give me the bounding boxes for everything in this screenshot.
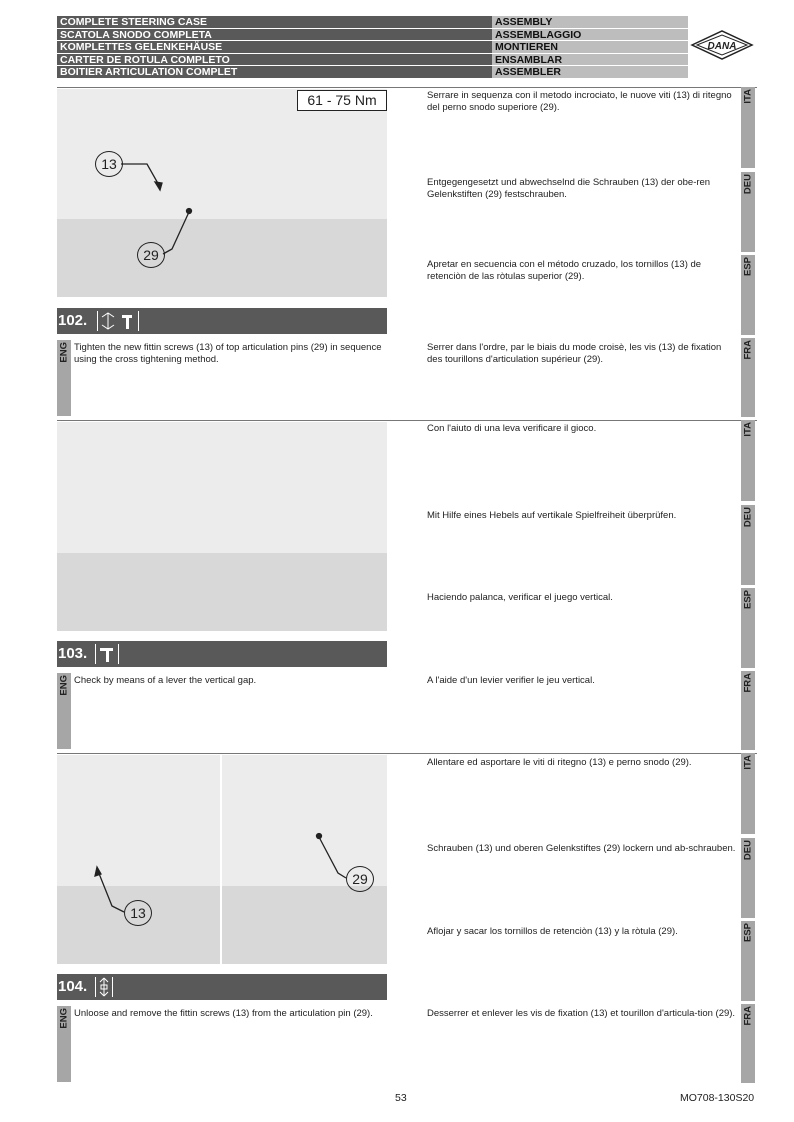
callout-29: 29 — [346, 866, 374, 892]
header-op-es: ENSAMBLAR — [492, 54, 688, 67]
divider — [57, 420, 757, 421]
header-op-en: ASSEMBLY — [492, 16, 688, 29]
lang-tab-ita: ITA — [741, 87, 755, 168]
step-104-eng-text: Unloose and remove the fittin screws (13) from the articulation pin (29). — [74, 1008, 373, 1019]
step-102-ita-text: Serrare in sequenza con il metodo incrociato, le nuove viti (13) di ritegno del perno snodo superiore (29). — [427, 90, 732, 113]
page-number: 53 — [395, 1092, 407, 1104]
step-103-fra-text: A l'aide d'un levier verifier le jeu vertical. — [427, 675, 595, 686]
header-title-fr: BOITIER ARTICULATION COMPLET — [57, 66, 492, 79]
divider — [57, 87, 757, 88]
logo-text: DANA — [707, 41, 737, 52]
lang-tab-esp: ESP — [741, 588, 755, 668]
header-op-it: ASSEMBLAGGIO — [492, 29, 688, 42]
lang-tab-deu: DEU — [741, 505, 755, 585]
step-103-ita-text: Con l'aiuto di una leva verificare il gioco. — [427, 423, 597, 434]
header-operation — [492, 16, 688, 79]
step-102-eng-text: Tighten the new fittin screws (13) of top articulation pins (29) in sequence using the cross tightening method. — [74, 342, 382, 365]
lang-tab-fra: FRA — [741, 1004, 755, 1083]
torque-value: 61 - 75 Nm — [297, 90, 387, 111]
header-op-de: MONTIEREN — [492, 41, 688, 54]
step-104-fra-text: Desserrer et enlever les vis de fixation (13) et tourillon d'articula-tion (29). — [427, 1008, 736, 1019]
step-number: 102. — [58, 312, 88, 329]
step-103-bar — [57, 641, 387, 667]
step-104-bar — [57, 974, 387, 1000]
step-102-deu-text: Entgegengesetzt und abwechselnd die Schrauben (13) der obe-ren Gelenkstiften (29) festschrauben. — [427, 177, 711, 200]
dana-logo — [690, 28, 754, 62]
loosen-arrows-icon — [95, 977, 113, 997]
header-title-it: SCATOLA SNODO COMPLETA — [57, 29, 492, 42]
header-titles — [57, 16, 492, 79]
lang-tab-esp: ESP — [741, 255, 755, 335]
lang-tab-fra: FRA — [741, 671, 755, 750]
callout-29: 29 — [137, 242, 165, 268]
cross-tighten-wrench-icon — [97, 311, 139, 331]
lang-tab-deu: DEU — [741, 838, 755, 918]
lang-tab-ita: ITA — [741, 420, 755, 501]
lang-tab-eng: ENG — [57, 1006, 71, 1082]
step-103-image — [57, 422, 387, 631]
header-op-fr: ASSEMBLER — [492, 66, 688, 79]
lang-tab-eng: ENG — [57, 340, 71, 416]
wrench-icon — [95, 644, 119, 664]
header-title-es: CARTER DE ROTULA COMPLETO — [57, 54, 492, 67]
step-104-esp-text: Aflojar y sacar los tornillos de retenciòn (13) y la ròtula (29). — [427, 926, 678, 937]
step-102-esp-text: Apretar en secuencia con el método cruzado, los tornillos (13) de retenciòn de las ròtulas superior (29). — [427, 259, 702, 282]
document-code: MO708-130S20 — [680, 1092, 755, 1104]
lang-tab-fra: FRA — [741, 338, 755, 417]
step-number: 104. — [58, 978, 88, 995]
lang-tab-ita: ITA — [741, 753, 755, 834]
step-102-fra-text: Serrer dans l'ordre, par le biais du mode croisè, les vis (13) de fixation des tourillons d'articulation supérieur (29). — [427, 342, 722, 365]
step-104-deu-text: Schrauben (13) und oberen Gelenkstiftes (29) lockern und ab-schrauben. — [427, 843, 736, 854]
step-103-esp-text: Haciendo palanca, verificar el juego vertical. — [427, 592, 613, 603]
callout-13: 13 — [95, 151, 123, 177]
divider — [57, 753, 757, 754]
step-104-image-left — [57, 755, 220, 964]
step-102-image — [57, 89, 387, 297]
step-number: 103. — [58, 645, 88, 662]
step-103-deu-text: Mit Hilfe eines Hebels auf vertikale Spielfreiheit überprüfen. — [427, 510, 677, 521]
lang-tab-esp: ESP — [741, 921, 755, 1001]
callout-13: 13 — [124, 900, 152, 926]
lang-tab-deu: DEU — [741, 172, 755, 252]
header-title-en: COMPLETE STEERING CASE — [57, 16, 492, 29]
step-102-bar — [57, 308, 387, 334]
step-104-ita-text: Allentare ed asportare le viti di ritegno (13) e perno snodo (29). — [427, 757, 692, 768]
lang-tab-eng: ENG — [57, 673, 71, 749]
step-104-image-right — [222, 755, 387, 964]
header-title-de: KOMPLETTES GELENKEHÄUSE — [57, 41, 492, 54]
step-103-eng-text: Check by means of a lever the vertical gap. — [74, 675, 257, 686]
